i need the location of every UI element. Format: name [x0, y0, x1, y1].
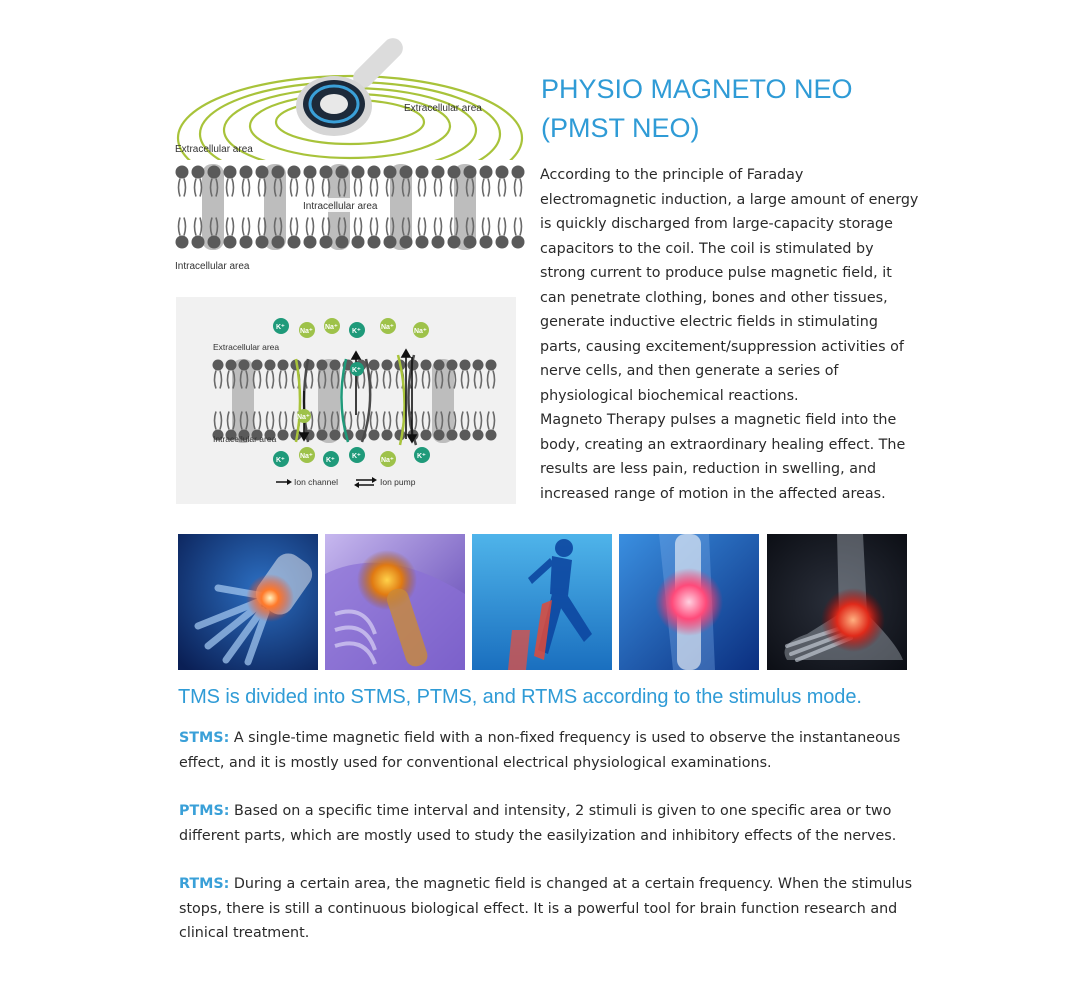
lipid-head — [434, 360, 445, 371]
lipid-tail — [272, 412, 274, 430]
svg-text:K⁺: K⁺ — [276, 324, 285, 331]
lipid-tail — [220, 412, 222, 430]
ion-channel-diagram — [176, 297, 516, 504]
lipid-head — [226, 360, 237, 371]
lipid-tail — [280, 371, 282, 389]
svg-text:Na⁺: Na⁺ — [381, 324, 394, 331]
lipid-tail — [428, 412, 430, 430]
lipid-head — [512, 236, 525, 249]
lipid-head — [330, 360, 341, 371]
lipid-head — [434, 430, 445, 441]
lipid-head — [480, 166, 493, 179]
lipid-tail — [267, 371, 269, 389]
lipid-head — [447, 360, 458, 371]
lipid-head — [369, 430, 380, 441]
lipid-tail — [488, 412, 490, 430]
lipid-head — [368, 236, 381, 249]
mode-rtms — [179, 872, 919, 946]
lipid-tail — [467, 371, 469, 389]
lipid-tail — [376, 412, 378, 430]
lipid-head — [288, 166, 301, 179]
lipid-head — [208, 236, 221, 249]
lipid-head — [464, 236, 477, 249]
lipid-head — [473, 430, 484, 441]
photo-leg-runner — [472, 534, 612, 670]
lipid-head — [265, 360, 276, 371]
lipid-tail — [475, 412, 477, 430]
lipid-tail — [397, 371, 399, 389]
lipid-head — [208, 166, 221, 179]
lipid-head — [272, 166, 285, 179]
photo-knee — [619, 534, 759, 670]
lipid-tail — [259, 371, 261, 389]
lipid-tail — [493, 412, 495, 430]
lipid-head — [317, 430, 328, 441]
lipid-head — [336, 236, 349, 249]
intro-paragraph-1: According to the principle of Faraday electromagnetic induction, a large amount of energy is quickly discharged from large-capacity storage capacitors to the coil. The coil is stimulated by strong current to produce pulse magnetic field, it can penetrate clothing, bones and other tissues, generate inductive electric fields in stimulating parts, causing excitement/suppression activities of nerve cells, and then generate a series of physiological biochemical reactions. — [540, 167, 919, 404]
lipid-tail — [454, 412, 456, 430]
lipid-head — [304, 236, 317, 249]
title-line-1: PHYSIO MAGNETO NEO — [541, 74, 853, 104]
lipid-tail — [384, 371, 386, 389]
lipid-head — [486, 430, 497, 441]
lipid-head — [213, 360, 224, 371]
lipid-tail — [280, 412, 282, 430]
lipid-head — [464, 166, 477, 179]
lipid-tail — [423, 371, 425, 389]
lipid-head — [416, 236, 429, 249]
lipid-tail — [254, 371, 256, 389]
mode-ptms — [179, 799, 919, 848]
lipid-tail — [215, 371, 217, 389]
svg-text:Na⁺: Na⁺ — [381, 457, 394, 464]
lipid-head — [304, 166, 317, 179]
intro-text — [540, 163, 922, 506]
title-line-2: (PMST NEO) — [541, 113, 700, 143]
lipid-tail — [350, 412, 352, 430]
lipid-head — [352, 166, 365, 179]
lipid-tail — [423, 412, 425, 430]
photo-hand-wrist — [178, 534, 318, 670]
svg-text:Na⁺: Na⁺ — [414, 328, 427, 335]
lipid-head — [460, 360, 471, 371]
lipid-head — [272, 236, 285, 249]
lipid-head — [460, 430, 471, 441]
mode-rtms-tag: RTMS: — [179, 876, 230, 892]
lipid-head — [192, 166, 205, 179]
lipid-head — [382, 360, 393, 371]
lipid-head — [224, 166, 237, 179]
label-extracellular-right: Extracellular area — [404, 103, 482, 114]
lipid-head — [368, 166, 381, 179]
lipid-tail — [215, 412, 217, 430]
lipid-tail — [285, 371, 287, 389]
lipid-tail — [493, 371, 495, 389]
lipid-head — [256, 236, 269, 249]
lipid-tail — [358, 412, 360, 430]
lipid-head — [480, 236, 493, 249]
label-extracellular: Extracellular area — [213, 342, 280, 352]
lipid-tail — [462, 371, 464, 389]
label-intracellular-left: Intracellular area — [175, 261, 250, 272]
mode-stms — [179, 726, 919, 775]
label-intracellular: Intracellular area — [213, 434, 277, 444]
lipid-head — [240, 236, 253, 249]
lipid-tail — [467, 412, 469, 430]
mode-ptms-text: Based on a specific time interval and intensity, 2 stimuli is given to one specific area or two different parts, which are mostly used to study the easilyization and inhibitory effects of the nerves. — [179, 803, 897, 844]
lipid-tail — [228, 371, 230, 389]
page-title — [541, 70, 981, 148]
svg-text:K⁺: K⁺ — [326, 457, 335, 464]
lipid-head — [176, 236, 189, 249]
lipid-head — [192, 236, 205, 249]
lipid-head — [421, 430, 432, 441]
lipid-tail — [480, 412, 482, 430]
lipid-head — [512, 166, 525, 179]
lipid-head — [320, 236, 333, 249]
lipid-tail — [428, 371, 430, 389]
mode-ptms-tag: PTMS: — [179, 803, 230, 819]
lipid-tail — [376, 371, 378, 389]
magnetic-coil-icon — [296, 34, 407, 136]
lipid-tail — [228, 412, 230, 430]
label-extracellular-left: Extracellular area — [175, 144, 253, 155]
lipid-head — [382, 430, 393, 441]
svg-text:Na⁺: Na⁺ — [300, 328, 313, 335]
svg-text:Na⁺: Na⁺ — [300, 453, 313, 460]
lipid-tail — [371, 412, 373, 430]
lipid-tail — [363, 371, 365, 389]
photo-foot-ankle — [767, 534, 907, 670]
lipid-tail — [475, 371, 477, 389]
lipid-head — [278, 430, 289, 441]
lipid-tail — [345, 371, 347, 389]
lipid-head — [473, 360, 484, 371]
lipid-head — [384, 236, 397, 249]
lipid-tail — [259, 412, 261, 430]
lipid-head — [421, 360, 432, 371]
lipid-tail — [397, 412, 399, 430]
mode-stms-tag: STMS: — [179, 730, 230, 746]
lipid-head — [400, 166, 413, 179]
lipid-head — [288, 236, 301, 249]
lipid-tail — [254, 412, 256, 430]
lipid-head — [252, 360, 263, 371]
lipid-head — [239, 360, 250, 371]
lipid-head — [400, 236, 413, 249]
lipid-tail — [480, 371, 482, 389]
lipid-head — [496, 236, 509, 249]
label-intracellular-center: Intracellular area — [303, 201, 378, 212]
lipid-tail — [454, 371, 456, 389]
lipid-tail — [384, 412, 386, 430]
svg-text:Na⁺: Na⁺ — [325, 324, 338, 331]
intro-paragraph-2: Magneto Therapy pulses a magnetic field into the body, creating an extraordinary healing effect. The results are less pain, reduction in swelling, and increased range of motion in the affected areas. — [540, 412, 906, 502]
lipid-head — [447, 430, 458, 441]
lipid-head — [256, 166, 269, 179]
mode-rtms-text: During a certain area, the magnetic field is changed at a certain frequency. When the stimulus stops, there is still a continuous biological effect. It is a powerful tool for brain function research and clinical treatment. — [179, 876, 913, 941]
svg-text:K⁺: K⁺ — [352, 453, 361, 460]
lipid-tail — [415, 412, 417, 430]
lipid-tail — [311, 371, 313, 389]
lipid-tail — [293, 371, 295, 389]
lipid-head — [330, 430, 341, 441]
modes-heading: TMS is divided into STMS, PTMS, and RTMS according to the stimulus mode. — [178, 686, 862, 708]
lipid-head — [336, 166, 349, 179]
lipid-head — [486, 360, 497, 371]
lipid-head — [224, 236, 237, 249]
lipid-head — [432, 166, 445, 179]
lipid-tail — [363, 412, 365, 430]
lipid-tail — [488, 371, 490, 389]
lipid-head — [176, 166, 189, 179]
legend-ion-pump: Ion pump — [380, 477, 416, 487]
svg-text:K⁺: K⁺ — [352, 328, 361, 335]
lipid-tail — [220, 371, 222, 389]
lipid-head — [416, 166, 429, 179]
legend-ion-channel: Ion channel — [294, 477, 338, 487]
ion-row-bottom — [273, 447, 430, 467]
ion-row-top — [273, 318, 429, 338]
legend — [276, 477, 416, 488]
lipid-head — [278, 360, 289, 371]
svg-text:K⁺: K⁺ — [417, 453, 426, 460]
lipid-head — [448, 166, 461, 179]
mode-stms-text: A single-time magnetic field with a non-fixed frequency is used to observe the instantaneous effect, and it is mostly used for conventional electrical physiological examinations. — [179, 730, 901, 771]
lipid-head — [369, 360, 380, 371]
lipid-head — [352, 236, 365, 249]
lipid-tail — [462, 412, 464, 430]
lipid-tail — [389, 371, 391, 389]
svg-text:K⁺: K⁺ — [276, 457, 285, 464]
lipid-head — [384, 166, 397, 179]
membrane-field-diagram — [172, 28, 528, 278]
lipid-tail — [293, 412, 295, 430]
lipid-head — [432, 236, 445, 249]
lipid-tail — [389, 412, 391, 430]
lipid-head — [320, 166, 333, 179]
lipid-head — [448, 236, 461, 249]
lipid-tail — [285, 412, 287, 430]
lipid-head — [240, 166, 253, 179]
photo-shoulder — [325, 534, 465, 670]
lipid-tail — [267, 412, 269, 430]
svg-text:K⁺: K⁺ — [352, 367, 361, 374]
lipid-head — [496, 166, 509, 179]
lipid-tail — [311, 412, 313, 430]
lipid-tail — [415, 371, 417, 389]
lipid-head — [317, 360, 328, 371]
svg-text:Na⁺: Na⁺ — [297, 414, 310, 421]
lipid-tail — [272, 371, 274, 389]
